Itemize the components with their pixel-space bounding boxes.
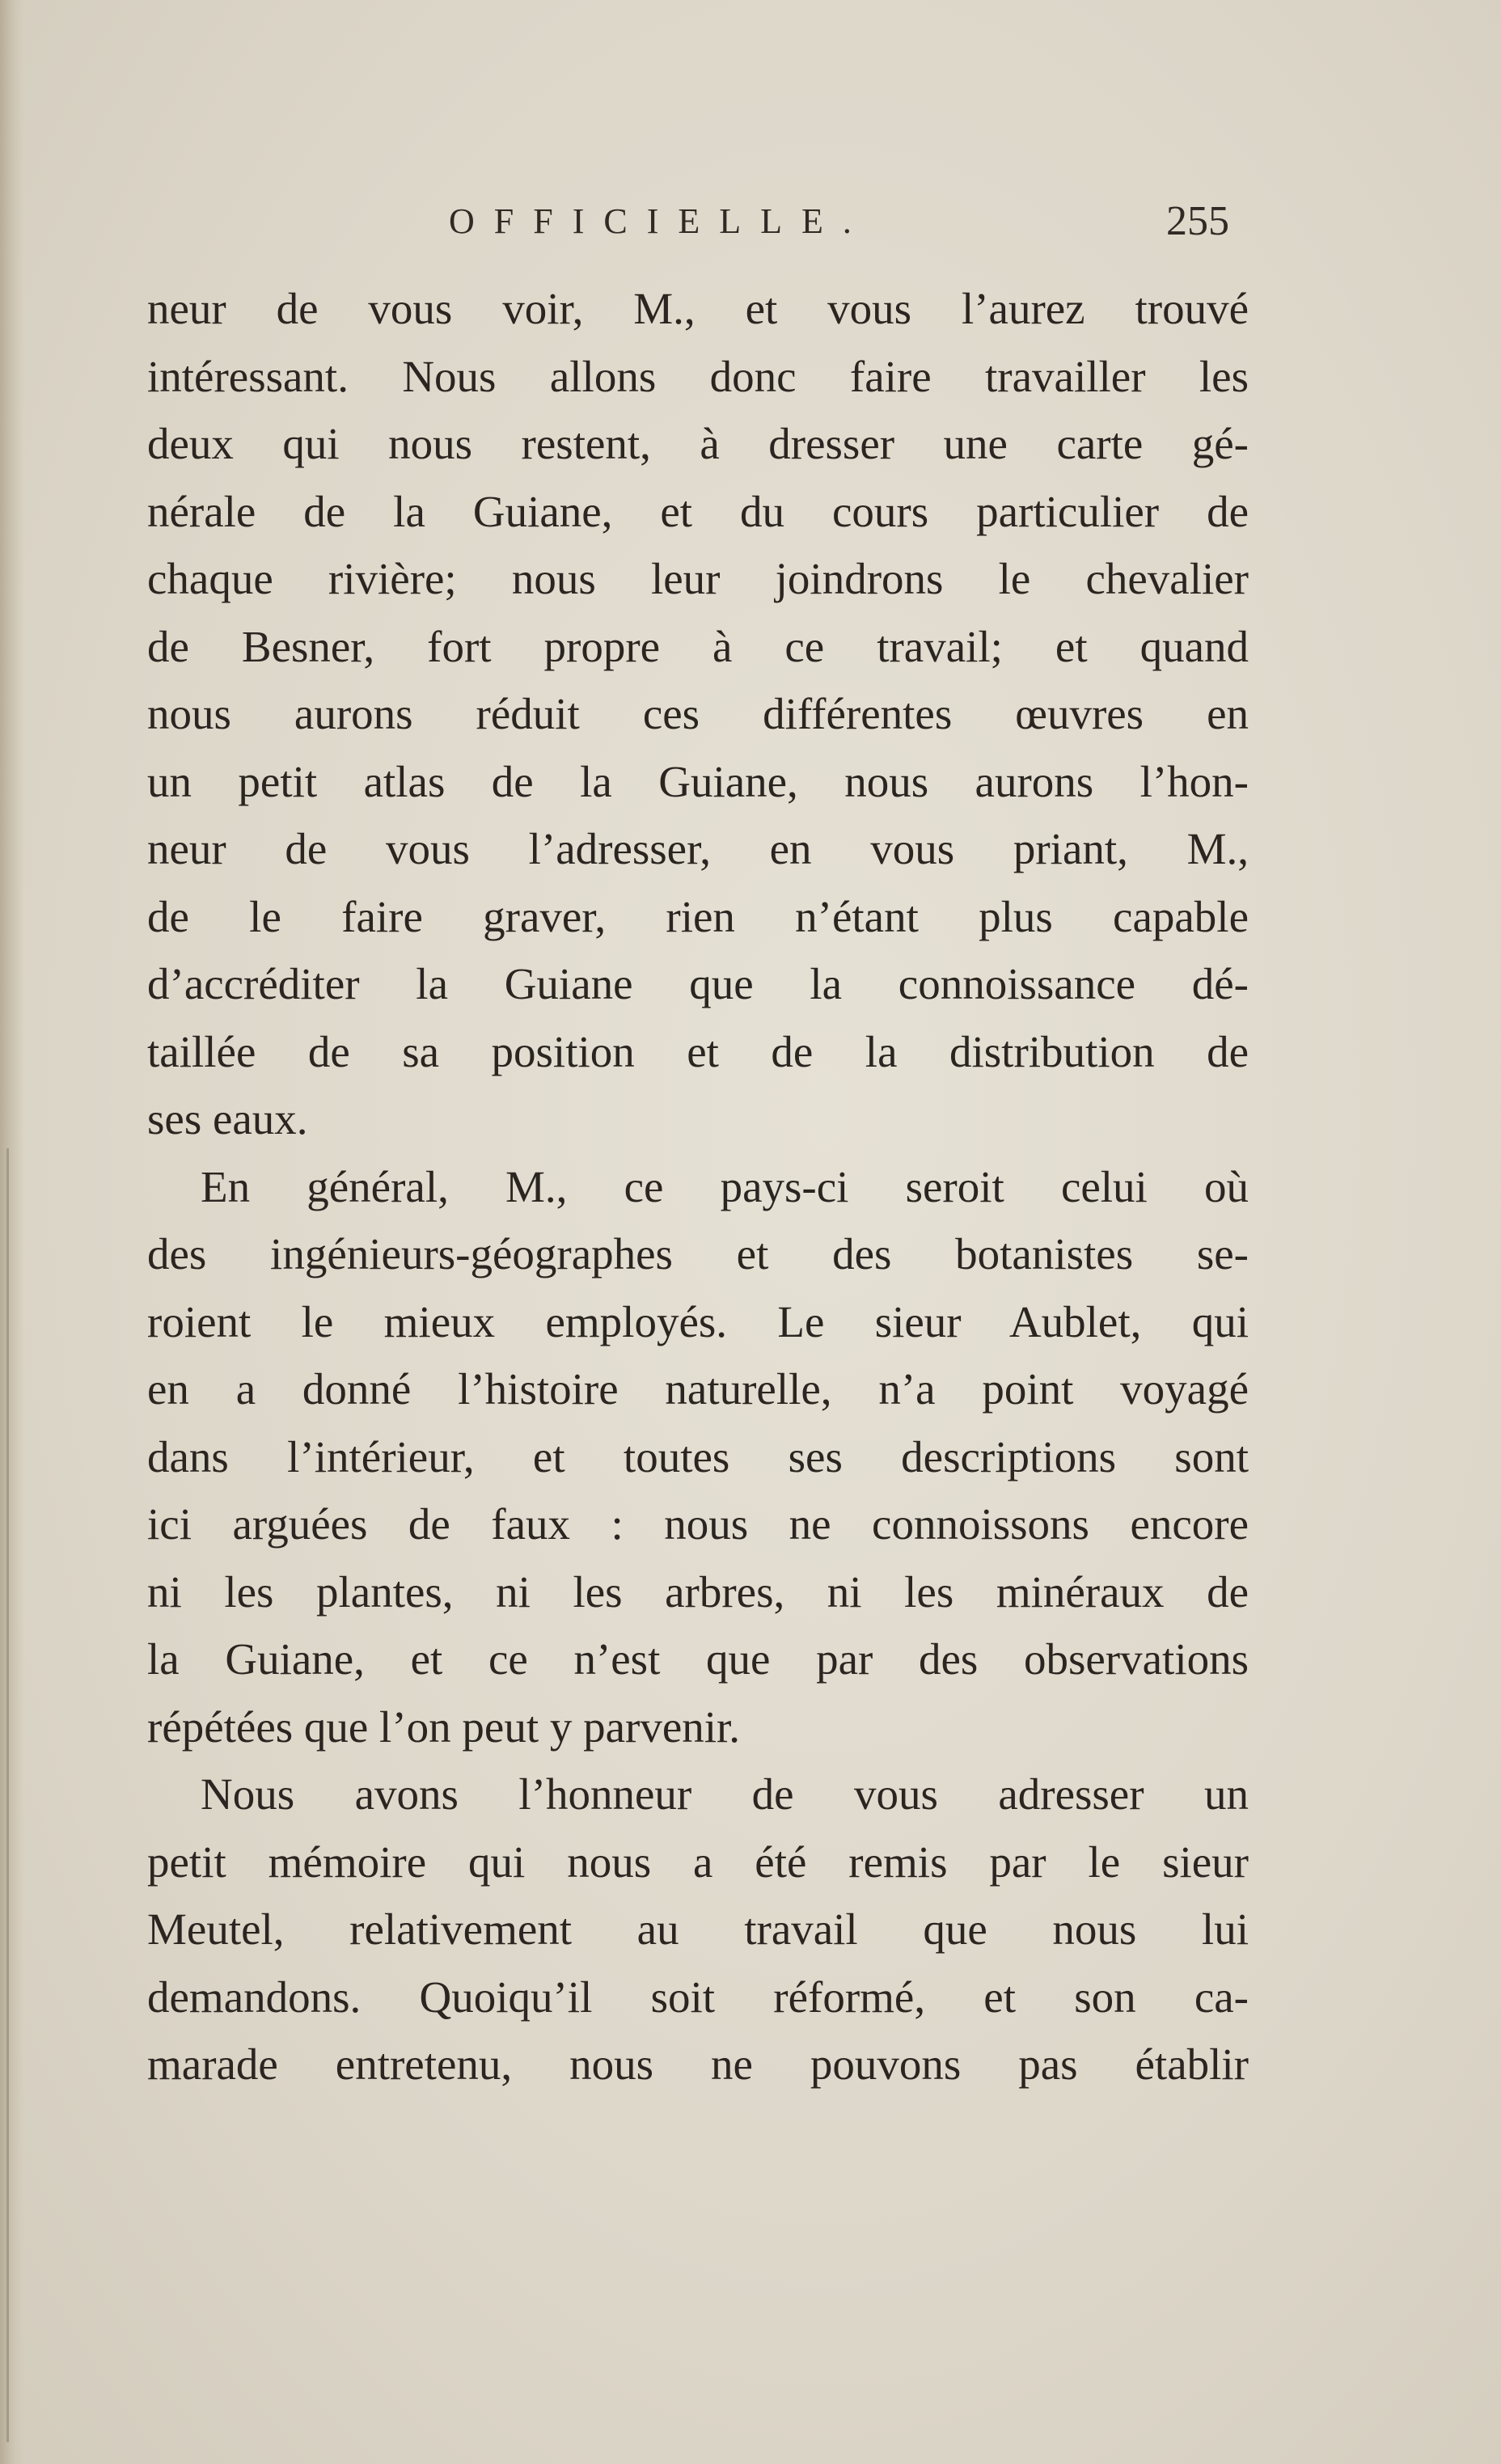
text-line: neur de vous l’adresser, en vous priant, M., <box>147 824 1249 873</box>
text-line: roient le mieux employés. Le sieur Aublet, qui <box>147 1296 1249 1346</box>
text-line: de Besner, fort propre à ce travail; et quand <box>147 621 1249 671</box>
text-line: ici arguées de faux : nous ne connoissons encore <box>147 1499 1249 1549</box>
text-line: un petit atlas de la Guiane, nous aurons l’hon- <box>147 756 1249 806</box>
text-line: intéressant. Nous allons donc faire travailler les <box>147 351 1249 401</box>
text-line: neur de vous voir, M., et vous l’aurez trouvé <box>147 284 1249 333</box>
text-line: dans l’intérieur, et toutes ses descriptions sont <box>147 1431 1249 1481</box>
paragraph-end-line: répétées que l’on peut y parvenir. <box>147 1701 741 1752</box>
text-line: nérale de la Guiane, et du cours particulier de <box>147 486 1249 536</box>
text-line: d’accréditer la Guiane que la connoissance dé- <box>147 959 1249 1008</box>
text-line: demandons. Quoiqu’il soit réformé, et son ca- <box>147 1972 1249 2022</box>
paragraph-start-line: Nous avons l’honneur de vous adresser un <box>201 1769 1249 1819</box>
text-line: la Guiane, et ce n’est que par des observations <box>147 1634 1249 1684</box>
text-line: des ingénieurs-géographes et des botanistes se- <box>147 1229 1249 1278</box>
text-line: Meutel, relativement au travail que nous lui <box>147 1904 1249 1954</box>
paragraph-start-line: En général, M., ce pays-ci seroit celui où <box>201 1161 1249 1211</box>
text-line: de le faire graver, rien n’étant plus capable <box>147 891 1249 941</box>
text-line: en a donné l’histoire naturelle, n’a point voyagé <box>147 1364 1249 1414</box>
page-gutter <box>0 0 24 2464</box>
text-line: taillée de sa position et de la distribution de <box>147 1026 1249 1076</box>
body-text <box>147 275 1249 2098</box>
text-line: marade entretenu, nous ne pouvons pas établir <box>147 2039 1249 2089</box>
text-line: deux qui nous restent, à dresser une carte gé- <box>147 419 1249 468</box>
text-line: ni les plantes, ni les arbres, ni les minéraux de <box>147 1566 1249 1617</box>
page-number: 255 <box>1166 198 1229 244</box>
text-line: chaque rivière; nous leur joindrons le chevalier <box>147 554 1249 603</box>
paragraph-end-line: ses eaux. <box>147 1094 308 1143</box>
binding-edge <box>6 1148 9 2442</box>
text-line: nous aurons réduit ces différentes œuvres en <box>147 689 1249 738</box>
text-line: petit mémoire qui nous a été remis par le sieur <box>147 1836 1249 1887</box>
running-head: OFFICIELLE. <box>449 201 871 241</box>
